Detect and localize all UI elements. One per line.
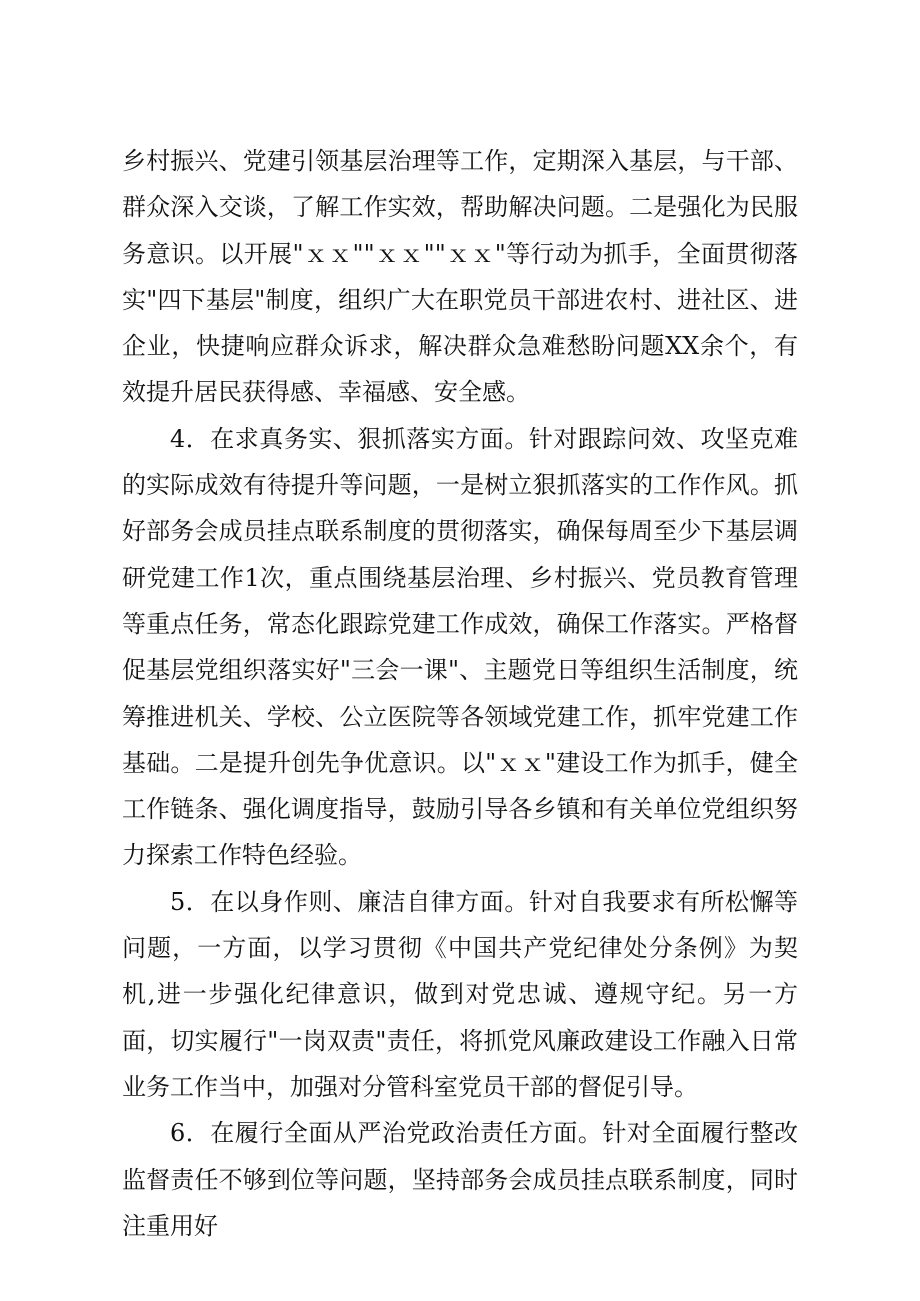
paragraph-continuation: 乡村振兴、党建引领基层治理等工作，定期深入基层，与干部、群众深入交谈，了解工作实效，帮助解决问题。二是强化为民服务意识。以开展"ｘｘ""ｘｘ""ｘｘ"等行动为抓手，全面贯彻落实"四下基层"制度，组织广大在职党员干部进农村、进社区、进企业，快捷响应群众诉求，解决群众急难愁盼问题XX余个，有效提升居民获得感、幸福感、安全感。 (122, 147, 798, 407)
paragraph-item-6: 6．在履行全面从严治党政治责任方面。针对全面履行整改监督责任不够到位等问题，坚持部务会成员挂点联系制度，同时注重用好 (122, 1119, 798, 1240)
document-body (122, 138, 798, 1249)
paragraph-item-4: 4．在求真务实、狠抓落实方面。针对跟踪问效、攻坚克难的实际成效有待提升等问题，一是树立狠抓落实的工作作风。抓好部务会成员挂点联系制度的贯彻落实，确保每周至少下基层调研党建工作1次，重点围绕基层治理、乡村振兴、党员教育管理等重点任务，常态化跟踪党建工作成效，确保工作落实。严格督促基层党组织落实好"三会一课"、主题党日等组织生活制度，统筹推进机关、学校、公立医院等各领域党建工作，抓牢党建工作基础。二是提升创先争优意识。以"ｘｘ"建设工作为抓手，健全工作链条、强化调度指导，鼓励引导各乡镇和有关单位党组织努力探索工作特色经验。 (122, 424, 798, 870)
paragraph-item-5: 5．在以身作则、廉洁自律方面。针对自我要求有所松懈等问题，一方面，以学习贯彻《中国共产党纪律处分条例》为契机,进一步强化纪律意识，做到对党忠诚、遵规守纪。另一方面，切实履行"一岗双责"责任，将抓党风廉政建设工作融入日常业务工作当中，加强对分管科室党员干部的督促引导。 (122, 887, 798, 1101)
